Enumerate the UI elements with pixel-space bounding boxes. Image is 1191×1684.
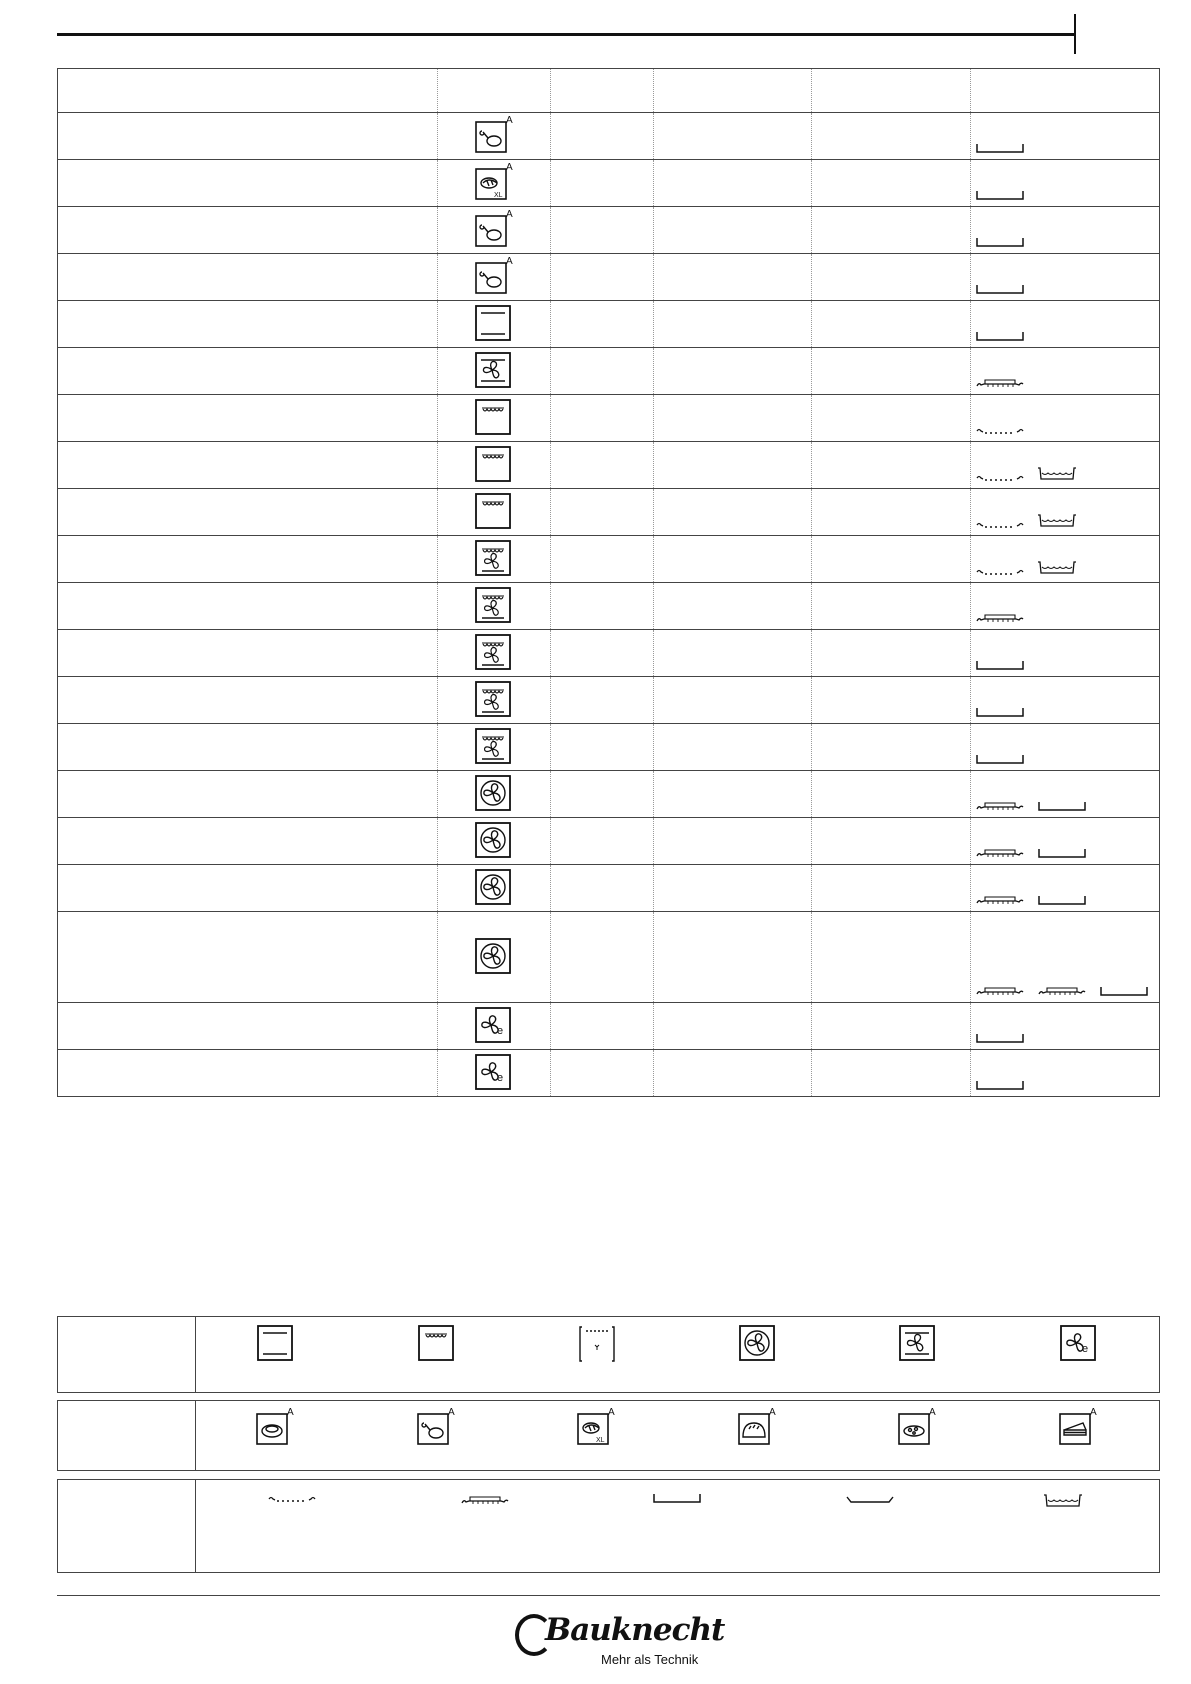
svg-text:A: A <box>505 256 513 267</box>
drip-tray-icon <box>975 236 1025 248</box>
forced-air-bottom-icon <box>475 352 513 390</box>
accessory-group <box>975 236 1025 248</box>
level-cell <box>551 818 653 865</box>
level-cell <box>551 1050 653 1097</box>
temperature-cell <box>653 113 812 160</box>
level-cell <box>551 113 653 160</box>
table-row <box>58 630 1160 677</box>
table-row <box>58 677 1160 724</box>
time-cell <box>812 489 971 536</box>
grill-icon <box>475 493 513 531</box>
accessories-cell <box>971 724 1160 771</box>
accessories-cell <box>971 630 1160 677</box>
level-cell <box>551 724 653 771</box>
level-cell <box>551 865 653 912</box>
svg-text:A: A <box>929 1407 936 1418</box>
accessory-group <box>975 706 1025 718</box>
temperature-cell <box>653 207 812 254</box>
cake-auto-icon <box>1049 1409 1109 1453</box>
baking-tray-icon <box>975 983 1025 997</box>
food-cell <box>58 254 438 301</box>
turbo-grill-icon <box>475 681 513 719</box>
food-cell <box>58 395 438 442</box>
food-cell <box>58 301 438 348</box>
forced-air-bottom-icon <box>888 1325 948 1369</box>
drip-tray-icon <box>1099 985 1149 997</box>
eco-fan-icon <box>475 1054 513 1092</box>
accessories-cell <box>971 254 1160 301</box>
function-cell <box>437 536 551 583</box>
header-rule <box>57 33 1075 36</box>
time-cell <box>812 583 971 630</box>
baking-tray-icon <box>975 845 1025 859</box>
legend-functions-label <box>58 1317 196 1392</box>
drip-tray-icon <box>647 1492 707 1536</box>
svg-text:A: A <box>1089 1407 1097 1418</box>
column-header <box>58 69 438 113</box>
accessories-cell <box>971 395 1160 442</box>
recipe-table <box>57 68 1160 1097</box>
turbo-grill-icon <box>475 634 513 672</box>
grill-icon <box>407 1325 467 1369</box>
time-cell <box>812 348 971 395</box>
drip-tray-icon <box>975 189 1025 201</box>
temperature-cell <box>653 1003 812 1050</box>
level-cell <box>551 301 653 348</box>
temperature-cell <box>653 442 812 489</box>
temperature-cell <box>653 912 812 1003</box>
drip-pan-water-icon <box>1037 559 1077 577</box>
time-cell <box>812 912 971 1003</box>
accessories-cell <box>971 301 1160 348</box>
temperature-cell <box>653 301 812 348</box>
turbo-grill-icon <box>475 587 513 625</box>
temperature-cell <box>653 395 812 442</box>
function-cell <box>437 724 551 771</box>
column-header <box>653 69 812 113</box>
time-cell <box>812 442 971 489</box>
eco-fan-icon <box>1049 1325 1109 1369</box>
drip-pan-water-icon <box>1033 1492 1093 1536</box>
function-cell <box>437 818 551 865</box>
level-cell <box>551 583 653 630</box>
level-cell <box>551 395 653 442</box>
table-row <box>58 912 1160 1003</box>
drip-pan-water-icon <box>1037 465 1077 483</box>
accessories-cell <box>971 348 1160 395</box>
level-cell <box>551 442 653 489</box>
table-row <box>58 395 1160 442</box>
accessory-group <box>975 983 1149 997</box>
time-cell <box>812 630 971 677</box>
table-row <box>58 348 1160 395</box>
level-cell <box>551 536 653 583</box>
wire-shelf-icon <box>975 565 1025 577</box>
drip-tray-icon <box>975 1032 1025 1044</box>
time-cell <box>812 160 971 207</box>
svg-text:XL: XL <box>596 1437 605 1444</box>
column-header <box>551 69 653 113</box>
food-cell <box>58 160 438 207</box>
accessories-cell <box>971 677 1160 724</box>
accessory-group <box>975 659 1025 671</box>
temperature-cell <box>653 348 812 395</box>
function-cell <box>437 489 551 536</box>
legend-functions <box>57 1316 1160 1393</box>
accessories-cell <box>971 207 1160 254</box>
time-cell <box>812 1050 971 1097</box>
food-cell <box>58 113 438 160</box>
svg-text:A: A <box>447 1407 455 1418</box>
function-cell <box>437 583 551 630</box>
time-cell <box>812 301 971 348</box>
function-cell <box>437 1003 551 1050</box>
function-cell <box>437 207 551 254</box>
baking-tray-icon <box>1037 983 1087 997</box>
svg-text:A: A <box>505 209 513 220</box>
svg-text:e: e <box>1081 1343 1088 1355</box>
roast-poultry-auto-icon <box>475 211 513 249</box>
temperature-cell <box>653 724 812 771</box>
temperature-cell <box>653 818 812 865</box>
drip-tray-icon <box>975 283 1025 295</box>
conventional-heat-icon <box>475 305 513 343</box>
svg-text:A: A <box>768 1407 776 1418</box>
drip-tray-icon <box>1037 847 1087 859</box>
function-cell <box>437 254 551 301</box>
function-cell <box>437 301 551 348</box>
accessories-cell <box>971 442 1160 489</box>
pizza-auto-icon <box>888 1409 948 1453</box>
svg-text:A: A <box>505 162 513 173</box>
level-cell <box>551 489 653 536</box>
drip-tray-icon <box>975 142 1025 154</box>
table-row <box>58 254 1160 301</box>
accessories-cell <box>971 489 1160 536</box>
accessory-group <box>975 559 1077 577</box>
table-row <box>58 818 1160 865</box>
temperature-cell <box>653 536 812 583</box>
wire-shelf-icon <box>975 518 1025 530</box>
function-cell <box>437 630 551 677</box>
table-row <box>58 771 1160 818</box>
level-cell <box>551 1003 653 1050</box>
legend-accessories-label <box>58 1480 196 1572</box>
table-row <box>58 207 1160 254</box>
accessory-group <box>975 465 1077 483</box>
level-cell <box>551 912 653 1003</box>
accessory-group <box>975 753 1025 765</box>
baking-tray-icon <box>975 375 1025 389</box>
table-row <box>58 442 1160 489</box>
casserole-auto-icon <box>246 1409 306 1453</box>
svg-text:XL: XL <box>493 192 503 199</box>
accessories-cell <box>971 912 1160 1003</box>
accessory-group <box>975 189 1025 201</box>
flat-tray-icon <box>840 1492 900 1536</box>
fan-convection-icon <box>475 938 513 976</box>
legend-accessories <box>57 1479 1160 1573</box>
drip-tray-icon <box>975 706 1025 718</box>
baking-tray-icon <box>455 1492 515 1536</box>
bread-auto-icon <box>728 1409 788 1453</box>
fan-convection-icon <box>475 869 513 907</box>
accessory-group <box>975 1032 1025 1044</box>
table-row <box>58 1003 1160 1050</box>
food-cell <box>58 348 438 395</box>
level-cell <box>551 160 653 207</box>
brand-name: Bauknecht <box>545 1612 725 1648</box>
time-cell <box>812 1003 971 1050</box>
accessories-cell <box>971 818 1160 865</box>
food-cell <box>58 1003 438 1050</box>
time-cell <box>812 724 971 771</box>
level-cell <box>551 207 653 254</box>
fan-convection-icon <box>475 822 513 860</box>
food-cell <box>58 771 438 818</box>
column-header <box>971 69 1160 113</box>
roast-xl-auto-icon <box>567 1409 627 1453</box>
temperature-cell <box>653 865 812 912</box>
function-cell <box>437 771 551 818</box>
temperature-cell <box>653 254 812 301</box>
table-header-row <box>58 69 1160 113</box>
food-cell <box>58 912 438 1003</box>
roast-poultry-auto-icon <box>407 1409 467 1453</box>
time-cell <box>812 677 971 724</box>
drip-tray-icon <box>975 1079 1025 1091</box>
table-row <box>58 865 1160 912</box>
function-cell <box>437 865 551 912</box>
table-row <box>58 536 1160 583</box>
food-cell <box>58 818 438 865</box>
drip-tray-icon <box>1037 800 1087 812</box>
function-cell <box>437 912 551 1003</box>
baking-tray-icon <box>975 798 1025 812</box>
table-row <box>58 724 1160 771</box>
accessories-cell <box>971 771 1160 818</box>
drip-pan-water-icon <box>1037 512 1077 530</box>
eco-fan-icon <box>475 1007 513 1045</box>
grill-icon <box>475 399 513 437</box>
time-cell <box>812 395 971 442</box>
header-rule-tick <box>1074 14 1076 54</box>
temperature-cell <box>653 583 812 630</box>
food-cell <box>58 865 438 912</box>
legend-auto-icons <box>196 1401 1159 1470</box>
function-cell <box>437 348 551 395</box>
accessory-group <box>975 330 1025 342</box>
accessories-cell <box>971 113 1160 160</box>
svg-text:A: A <box>505 115 513 126</box>
function-cell <box>437 677 551 724</box>
turbo-grill-icon <box>475 728 513 766</box>
food-cell <box>58 442 438 489</box>
temperature-cell <box>653 630 812 677</box>
brand-tagline: Mehr als Technik <box>601 1652 699 1667</box>
drip-tray-icon <box>975 659 1025 671</box>
wire-shelf-icon <box>975 424 1025 436</box>
turbo-grill-icon <box>475 540 513 578</box>
food-cell <box>58 583 438 630</box>
food-cell <box>58 536 438 583</box>
level-cell <box>551 677 653 724</box>
food-cell <box>58 207 438 254</box>
legend-auto-programs <box>57 1400 1160 1471</box>
fan-convection-icon <box>475 775 513 813</box>
brand-logo <box>515 1612 725 1672</box>
function-cell <box>437 395 551 442</box>
function-cell <box>437 442 551 489</box>
fan-convection-icon <box>728 1325 788 1369</box>
level-cell <box>551 630 653 677</box>
time-cell <box>812 536 971 583</box>
temperature-cell <box>653 1050 812 1097</box>
wire-shelf-icon <box>262 1492 322 1536</box>
temperature-cell <box>653 489 812 536</box>
level-cell <box>551 348 653 395</box>
temperature-cell <box>653 771 812 818</box>
accessories-cell <box>971 1050 1160 1097</box>
accessory-group <box>975 892 1087 906</box>
baking-tray-icon <box>975 610 1025 624</box>
accessory-group <box>975 1079 1025 1091</box>
time-cell <box>812 865 971 912</box>
wire-shelf-icon <box>975 471 1025 483</box>
low-temperature-icon <box>567 1325 627 1369</box>
food-cell <box>58 677 438 724</box>
food-cell <box>58 724 438 771</box>
legend-auto-programs-label <box>58 1401 196 1470</box>
accessory-group <box>975 798 1087 812</box>
accessory-group <box>975 375 1025 389</box>
temperature-cell <box>653 677 812 724</box>
accessories-cell <box>971 1003 1160 1050</box>
accessories-cell <box>971 536 1160 583</box>
svg-text:A: A <box>608 1407 615 1418</box>
column-header <box>812 69 971 113</box>
function-cell <box>437 113 551 160</box>
function-cell <box>437 1050 551 1097</box>
accessory-group <box>975 283 1025 295</box>
baking-tray-icon <box>975 892 1025 906</box>
column-header <box>437 69 551 113</box>
accessory-group <box>975 845 1087 859</box>
drip-tray-icon <box>975 330 1025 342</box>
temperature-cell <box>653 160 812 207</box>
accessories-cell <box>971 865 1160 912</box>
accessory-group <box>975 610 1025 624</box>
table-row <box>58 301 1160 348</box>
grill-icon <box>475 446 513 484</box>
food-cell <box>58 489 438 536</box>
drip-tray-icon <box>1037 894 1087 906</box>
accessory-group <box>975 512 1077 530</box>
food-cell <box>58 1050 438 1097</box>
time-cell <box>812 113 971 160</box>
svg-text:A: A <box>287 1407 294 1418</box>
drip-tray-icon <box>975 753 1025 765</box>
food-cell <box>58 630 438 677</box>
table-row <box>58 489 1160 536</box>
roast-xl-auto-icon <box>475 164 513 202</box>
level-cell <box>551 771 653 818</box>
table-row <box>58 160 1160 207</box>
conventional-heat-icon <box>246 1325 306 1369</box>
legend-functions-icons <box>196 1317 1159 1392</box>
time-cell <box>812 254 971 301</box>
function-cell <box>437 160 551 207</box>
time-cell <box>812 771 971 818</box>
footer-rule <box>57 1595 1160 1596</box>
table-row <box>58 583 1160 630</box>
legend-acc-icons <box>196 1480 1159 1572</box>
svg-text:e: e <box>496 1072 504 1084</box>
svg-text:e: e <box>496 1025 504 1037</box>
accessories-cell <box>971 583 1160 630</box>
roast-poultry-auto-icon <box>475 117 513 155</box>
table-row <box>58 1050 1160 1097</box>
roast-poultry-auto-icon <box>475 258 513 296</box>
accessory-group <box>975 142 1025 154</box>
accessories-cell <box>971 160 1160 207</box>
table-row <box>58 113 1160 160</box>
level-cell <box>551 254 653 301</box>
time-cell <box>812 207 971 254</box>
accessory-group <box>975 424 1025 436</box>
time-cell <box>812 818 971 865</box>
